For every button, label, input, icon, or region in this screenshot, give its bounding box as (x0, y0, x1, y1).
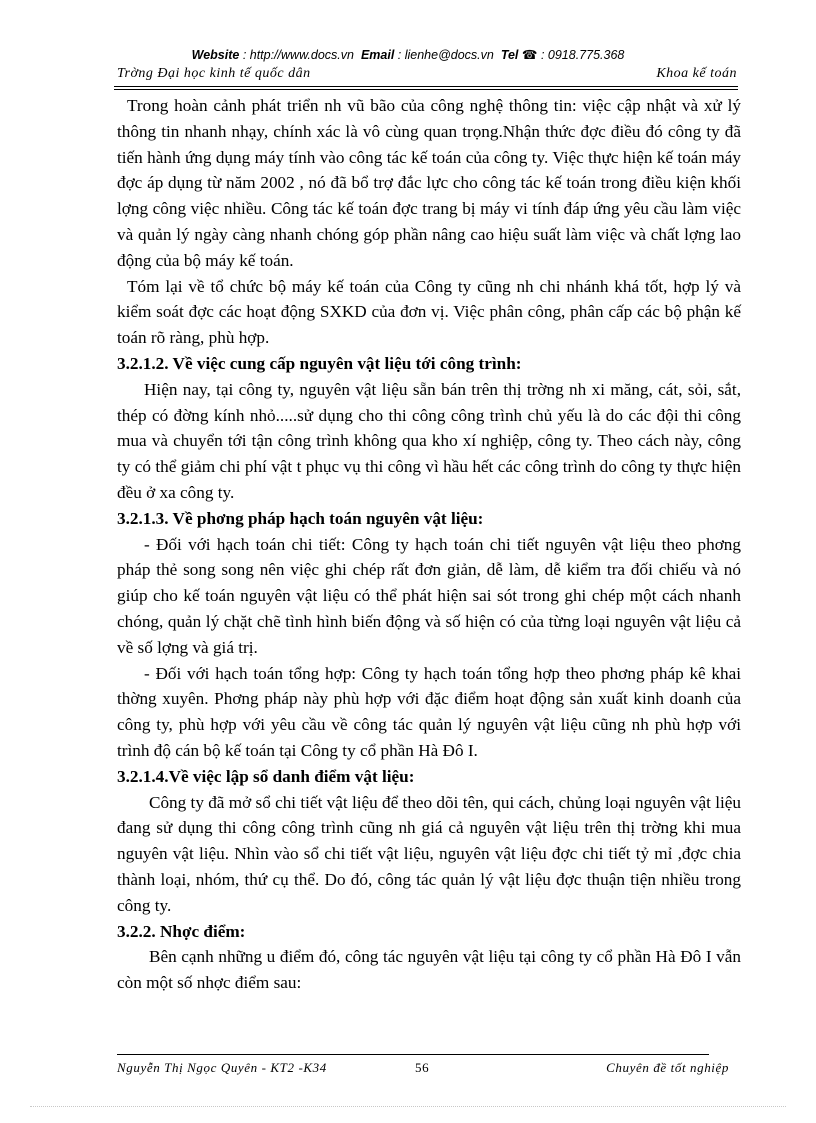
header-divider (114, 86, 738, 87)
department-name: Khoa kế toán (656, 66, 737, 81)
page-number: 56 (415, 1060, 430, 1075)
footer-author: Nguyễn Thị Ngọc Quyên - KT2 -K34 (117, 1060, 327, 1075)
email-label: Email (360, 48, 395, 62)
heading-3-2-1-4: 3.2.1.4.Về việc lập sổ danh điểm vật liệu: (117, 766, 415, 786)
footer-title: Chuyên đề tốt nghiệp (606, 1060, 729, 1075)
running-header (117, 66, 737, 88)
website-header-line (0, 47, 816, 62)
paragraph-summary: Tóm lại về tổ chức bộ máy kế toán của Công ty cũng nh chi nhánh khá tốt, hợp lý và kiểm soát đợc các hoạt động SXKD của đơn vị. Việc phân công, phân cấp các bộ phận kế toán rõ ràng, phù hợp. (117, 276, 741, 348)
page-bottom-dotted-line (30, 1106, 786, 1107)
email-value[interactable]: : lienhe@docs.vn (397, 48, 494, 62)
header-divider-thin (114, 89, 738, 90)
paragraph-material-supply: Hiện nay, tại công ty, nguyên vật liệu sẵn bán trên thị trờng nh xi măng, cát, sỏi, sắt, thép có đờng kính nhỏ.....sử dụng cho thi công công trình chủ yếu là do các đội thi công mua và chuyển tới tận công trình không qua kho xí nghiệp, công ty. Theo cách này, công ty có thể giảm chi phí vật t phục vụ thi công vì hầu hết các công trình do công ty thực hiện đều ở xa công ty. (117, 379, 741, 502)
paragraph-it-application: Trong hoàn cảnh phát triển nh vũ bão của công nghệ thông tin: việc cập nhật và xử lý thông tin nhanh nhạy, chính xác là vô cùng quan trọng.Nhận thức đợc điều đó công ty đã tiến hành ứng dụng máy tính vào công tác kế toán của công ty. Việc thực hiện kế toán máy đợc áp dụng từ năm 2002 , nó đã bổ trợ đắc lực cho công tác kế toán trong điều kiện khối lợng công việc nhiều. Công tác kế toán đợc trang bị máy vi tính đáp ứng yêu cầu làm việc và quản lý ngày càng nhanh chóng góp phần nâng cao hiệu suất làm việc và chất lợng lao động của bộ máy kế toán. (117, 96, 741, 270)
website-label: Website (191, 48, 240, 62)
running-footer (117, 1060, 729, 1080)
school-name: Trờng Đại học kinh tế quốc dân (117, 66, 311, 81)
website-url[interactable]: : http://www.docs.vn (242, 48, 354, 62)
footer-divider (117, 1054, 709, 1055)
document-body (117, 93, 741, 996)
paragraph-material-register: Công ty đã mở sổ chi tiết vật liệu để theo dõi tên, qui cách, chủng loại nguyên vật liệu đang sử dụng thi công công trình cũng nh giá cả nguyên vật liệu trên thị trờng khi mua nguyên vật liệu. Nhìn vào sổ chi tiết vật liệu, nguyên vật liệu đợc chi tiết tỷ mỉ ,đợc chia thành loại, nhóm, thứ cụ thể. Do đó, công tác quản lý vật liệu đợc thuận tiện nhiều trong công ty. (117, 792, 741, 915)
tel-value: ☎ : 0918.775.368 (521, 48, 625, 62)
paragraph-weaknesses-intro: Bên cạnh những u điểm đó, công tác nguyên vật liệu tại công ty cổ phần Hà Đô I vẫn còn một số nhợc điểm sau: (117, 947, 741, 993)
heading-3-2-1-3: 3.2.1.3. Về phơng pháp hạch toán nguyên vật liệu: (117, 508, 484, 528)
tel-label: Tel (500, 48, 519, 62)
heading-3-2-1-2: 3.2.1.2. Về việc cung cấp nguyên vật liệu tới công trình: (117, 353, 522, 373)
paragraph-detail-accounting: - Đối với hạch toán chi tiết: Công ty hạch toán chi tiết nguyên vật liệu theo phơng pháp thẻ song song nên việc ghi chép rất đơn giản, dễ làm, dễ kiểm tra đối chiếu và nó giúp cho kế toán nguyên vật liệu có thể phát hiện sai sót trong ghi chép một cách nhanh chóng, quản lý chặt chẽ tình hình biến động và số hiện có của từng loại nguyên vật liệu cả về số lợng và giá trị. (117, 534, 741, 657)
paragraph-general-accounting: - Đối với hạch toán tổng hợp: Công ty hạch toán tổng hợp theo phơng pháp kê khai thờng xuyên. Phơng pháp này phù hợp với đặc điểm hoạt động sản xuất kinh doanh của công ty, phù hợp với yêu cầu về công tác quản lý nguyên vật liệu cũng nh phù hợp với trình độ cán bộ kế toán tại Công ty cổ phần Hà Đô I. (117, 663, 741, 760)
heading-3-2-2: 3.2.2. Nhợc điểm: (117, 921, 246, 941)
